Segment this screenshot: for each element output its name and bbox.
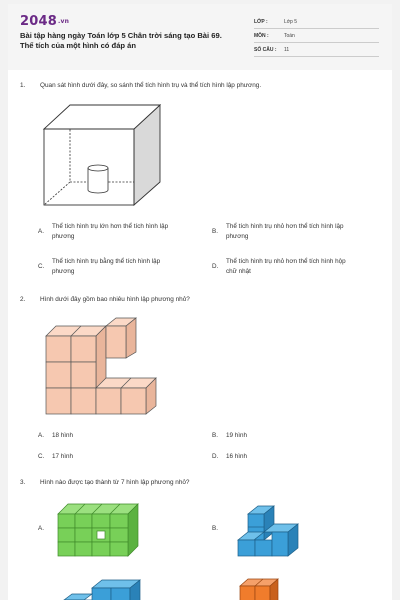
- question-1: 1. Quan sát hình dưới đây, so sánh thể tích hình trụ và thể tích hình lập phương.: [20, 82, 262, 89]
- blue-cubes-figure[interactable]: [230, 502, 310, 567]
- q1-option-d[interactable]: D. Thể tích hình trụ nhỏ hơn thể tích hình hộp chữ nhật: [212, 258, 346, 275]
- site-logo[interactable]: $2048^{.vn}$: [20, 14, 70, 29]
- question-1-text: Quan sát hình dưới đây, so sánh thể tích hình trụ và thể tích hình lập phương.: [40, 82, 262, 89]
- blue-cubes-figure-partial[interactable]: [56, 578, 146, 600]
- question-2-text: Hình dưới đây gồm bao nhiêu hình lập phương nhỏ?: [40, 296, 190, 303]
- q2-option-b[interactable]: B. 19 hình: [212, 432, 248, 439]
- q1-option-b[interactable]: B. Thể tích hình trụ nhỏ hơn thể tích hình lập phương: [212, 223, 344, 240]
- question-2: 2. Hình dưới đây gồm bao nhiêu hình lập phương nhỏ?: [20, 296, 190, 303]
- green-cubes-figure[interactable]: [56, 500, 146, 570]
- worksheet-header: [8, 4, 392, 70]
- q3-option-b[interactable]: B.: [212, 525, 218, 532]
- q1-option-a[interactable]: A. Thể tích hình trụ lớn hơn thể tích hình lập phương: [38, 223, 169, 240]
- peach-cubes: [46, 318, 156, 414]
- worksheet-page: [8, 4, 392, 600]
- q1-option-c[interactable]: C. Thể tích hình trụ bằng thể tích hình lập phương: [38, 258, 161, 275]
- q2-option-a[interactable]: A. 18 hình: [38, 432, 74, 439]
- orange-cubes-figure-partial[interactable]: [230, 576, 290, 600]
- cube-with-cylinder-figure: [38, 102, 168, 212]
- q2-option-d[interactable]: D. 16 hình: [212, 453, 248, 460]
- page-title-line2: Thể tích của một hình có đáp án: [20, 41, 137, 50]
- q2-option-c[interactable]: C. 17 hình: [38, 453, 74, 460]
- stacked-cubes-figure: [38, 314, 168, 424]
- meta-subject: MÔN : Toán: [254, 30, 379, 43]
- meta-question-count: SỐ CÂU : 11: [254, 44, 379, 57]
- page-title-line1: Bài tập hàng ngày Toán lớp 5 Chân trời sáng tạo Bài 69.: [20, 31, 222, 40]
- q3-option-a[interactable]: A.: [38, 525, 44, 532]
- meta-grade: LỚP : Lớp 5: [254, 16, 379, 29]
- question-3: 3. Hình nào được tạo thành từ 7 hình lập phương nhỏ?: [20, 479, 190, 486]
- page-title: [20, 31, 245, 51]
- question-3-text: Hình nào được tạo thành từ 7 hình lập phương nhỏ?: [40, 479, 190, 486]
